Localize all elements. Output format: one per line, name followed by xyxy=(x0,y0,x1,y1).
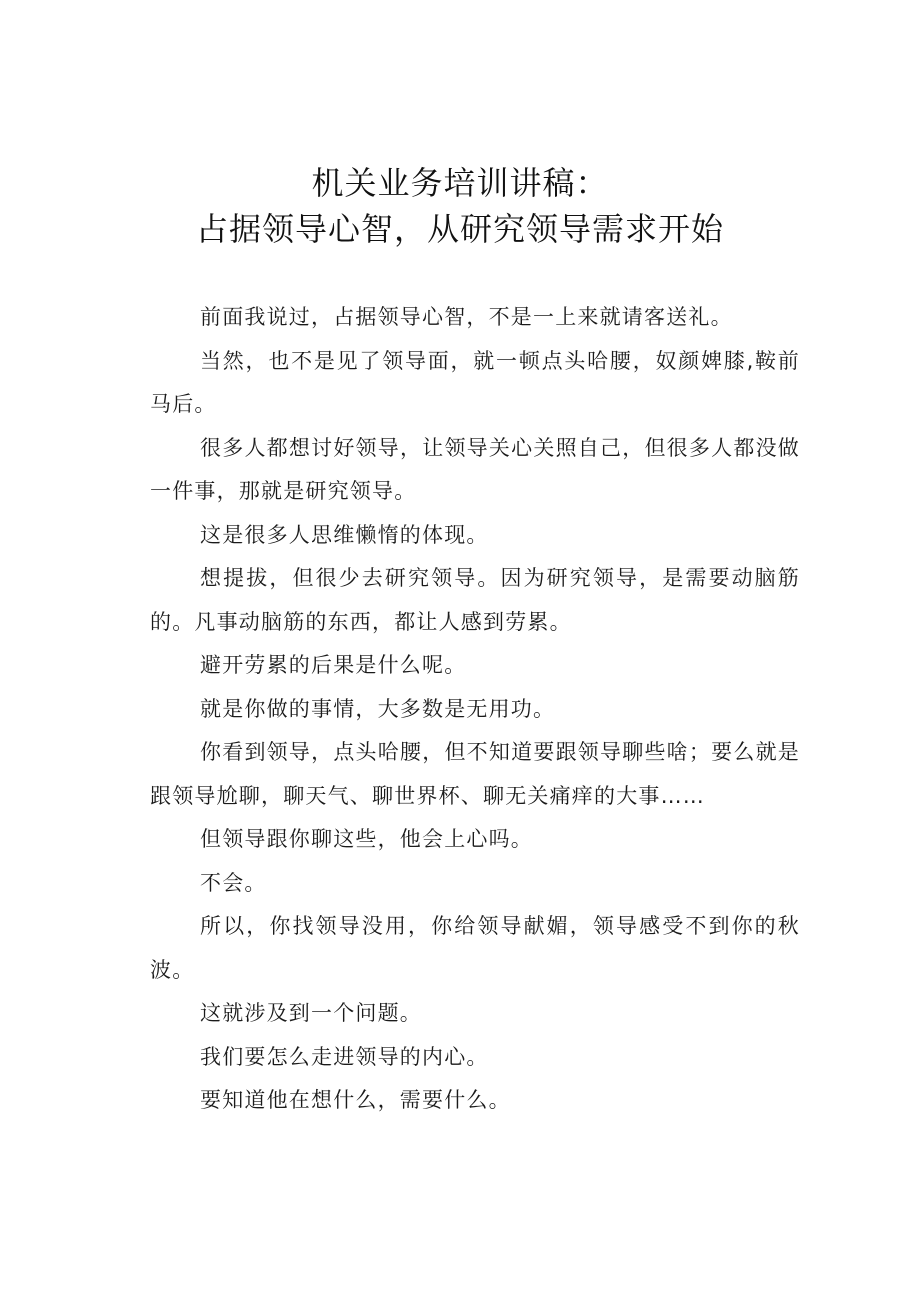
paragraph-12: 这就涉及到一个问题。 xyxy=(200,1001,422,1025)
paragraph-13: 我们要怎么走进领导的内心。 xyxy=(200,1044,489,1069)
paragraph-14: 要知道他在想什么，需要什么。 xyxy=(200,1088,511,1112)
title-line-1: 机关业务培训讲稿： xyxy=(311,164,609,202)
paragraph-9: 但领导跟你聊这些，他会上心吗。 xyxy=(200,827,533,851)
paragraph-11: 所以，你找领导没用，你给领导献媚，领导感受不到你的秋波。 xyxy=(150,914,800,982)
paragraph-3: 很多人都想讨好领导，让领导关心关照自己，但很多人都没做一件事，那就是研究领导。 xyxy=(150,435,800,503)
paragraph-1: 前面我说过，占据领导心智，不是一上来就请客送礼。 xyxy=(200,305,733,329)
document-title xyxy=(0,160,920,252)
paragraph-6: 避开劳累的后果是什么呢。 xyxy=(200,653,467,677)
paragraph-4: 这是很多人思维懒惰的体现。 xyxy=(200,522,489,547)
document-body xyxy=(150,296,800,1123)
paragraph-2: 当然，也不是见了领导面，就一顿点头哈腰，奴颜婢膝,鞍前马后。 xyxy=(150,348,800,416)
paragraph-7: 就是你做的事情，大多数是无用功。 xyxy=(200,696,556,721)
paragraph-10: 不会。 xyxy=(200,870,267,895)
paragraph-8: 你看到领导，点头哈腰，但不知道要跟领导聊些啥；要么就是跟领导尬聊，聊天气、聊世界杯、聊无关痛痒的大事…… xyxy=(150,740,800,808)
title-line-2: 占据领导心智，从研究领导需求开始 xyxy=(195,210,724,248)
paragraph-5: 想提拔，但很少去研究领导。因为研究领导，是需要动脑筋的。凡事动脑筋的东西，都让人感到劳累。 xyxy=(150,566,800,634)
